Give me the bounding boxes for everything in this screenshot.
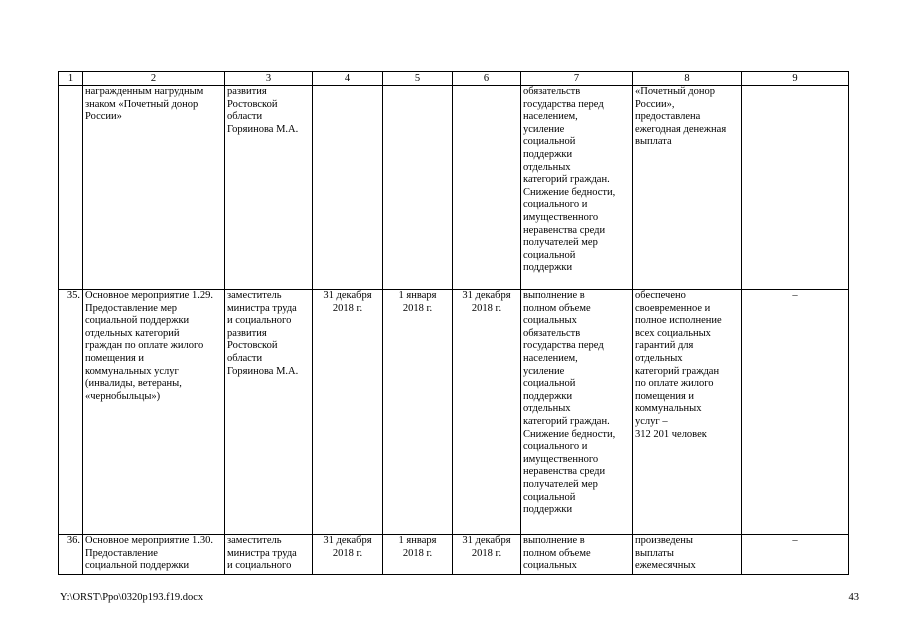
cell-text-line: усиление [523,365,565,377]
cell-text-line: социальных [523,560,577,572]
cell-text-line: по оплате жилого [635,378,714,390]
table-row [59,86,849,290]
cell-text-line: социальной [523,491,576,503]
cell-text-line: социального и [523,441,588,453]
cell-text-line: 2018 г. [471,302,502,314]
cell-text-line: категорий граждан. [523,174,610,186]
cell-text-line: социальной [523,249,576,261]
cell-text-line: 2018 г. [471,547,502,559]
cell-text-line: гарантий для [635,340,694,352]
cell-text-line: произведены [635,535,693,546]
cell-text-line: министра труда [227,547,297,559]
cell-text-line: 1 января [398,290,437,301]
cell-text-line: социальной [523,136,576,148]
cell-text-line: 31 декабря [462,290,511,301]
cell-text-line: Горяинова М.А. [227,123,299,135]
cell-text-line: усиление [523,123,565,135]
cell-text-line: выполнение в [523,290,585,301]
cell-text-line: Ростовской [227,340,278,352]
cell-text-line: социальных [523,315,577,327]
cell-text-line: Основное мероприятие 1.29. [85,290,213,301]
measure-name-cell [83,290,225,535]
cell-text-line: поддержки [523,148,573,160]
start-date-cell [383,86,453,290]
cell-text-line: населением, [523,352,578,364]
column-header: 2 [83,72,225,86]
start-date-cell [383,535,453,575]
cell-text-line: услуг – [635,415,668,427]
cell-text-line: государства перед [523,340,604,352]
column-header: 9 [742,72,849,86]
header-row [59,72,849,86]
cell-text-line: 2018 г. [402,302,433,314]
end-date-cell [453,86,521,290]
cell-text-line: социальной [523,378,576,390]
column-header: 1 [59,72,83,86]
cell-text-line: Горяинова М.А. [227,365,299,377]
cell-text-line: помещения и [85,352,145,364]
cell-text-line: 2018 г. [332,547,363,559]
column-header: 6 [453,72,521,86]
cell-text-line: отдельных [523,161,571,173]
cell-text-line: отдельных категорий [85,327,180,339]
actual-result-cell [633,86,742,290]
row-number-cell: 35. [59,290,83,535]
cell-text-line: выполнение в [523,535,585,546]
cell-text-line: России» [85,111,122,123]
cell-text-line: полное исполнение [635,315,722,327]
cell-text-line: Снижение бедности, [523,428,616,440]
planned-date-cell [313,86,383,290]
cell-text-line: ежегодная денежная [635,123,727,135]
planned-date-cell [313,290,383,535]
cell-text-line: категорий граждан [635,365,720,377]
cell-text-line: помещения и [635,390,695,402]
cell-text-line: 31 декабря [462,535,511,546]
cell-text-line: неравенства среди [523,224,606,236]
expected-result-cell [521,535,633,575]
cell-text-line: заместитель [227,290,282,301]
planned-date-cell [313,535,383,575]
cell-text-line: отдельных [635,352,683,364]
cell-text-line: России», [635,98,675,110]
cell-text-line: области [227,352,263,364]
footer-file-path: Y:\ORST\Ppo\0320p193.f19.docx [60,592,204,603]
cell-text-line: полном объеме [523,302,591,314]
measure-name-cell [83,535,225,575]
table-row [59,290,849,535]
expected-result-cell [521,290,633,535]
cell-text-line: 1 января [398,535,437,546]
cell-text-line: 31 декабря [323,290,372,301]
cell-text-line: заместитель [227,535,282,546]
cell-text-line: и социального [227,560,292,572]
cell-text-line: коммунальных [635,403,702,415]
cell-text-line: всех социальных [635,327,711,339]
column-header: 5 [383,72,453,86]
cell-text-line: получателей мер [523,478,598,490]
cell-text-line: 312 201 человек [635,428,707,440]
column-header: 3 [225,72,313,86]
footer-page-number: 43 [848,592,859,603]
cell-text-line: населением, [523,111,578,123]
cell-text-line: социального и [523,199,588,211]
cell-text-line: государства перед [523,98,604,110]
cell-text-line: развития [227,327,267,339]
actual-result-cell [633,535,742,575]
cell-text-line: «Почетный донор [635,86,715,97]
cell-text-line: награжденным нагрудным [85,86,204,97]
cell-text-line: «чернобыльцы») [85,390,161,402]
cell-text-line: Ростовской [227,98,278,110]
cell-text-line: полном объеме [523,547,591,559]
report-table [58,71,849,575]
cell-text-line: ежемесячных [635,560,696,572]
cell-text-line: обязательств [523,327,581,339]
cell-text-line: поддержки [523,262,573,274]
cell-text-line: предоставлена [635,111,701,123]
cell-text-line: своевременное и [635,302,711,314]
cell-text-line: социальной поддержки [85,315,190,327]
cell-text-line: имущественного [523,453,599,465]
cell-text-line: (инвалиды, ветераны, [85,378,182,390]
reason-cell: – [742,290,849,535]
responsible-cell [225,535,313,575]
column-header: 7 [521,72,633,86]
measure-name-cell [83,86,225,290]
cell-text-line: 31 декабря [323,535,372,546]
reason-cell [742,86,849,290]
cell-text-line: обязательств [523,86,581,97]
cell-text-line: выплата [635,136,672,148]
row-number-cell [59,86,83,290]
cell-text-line: коммунальных услуг [85,365,179,377]
actual-result-cell [633,290,742,535]
cell-text-line: области [227,111,263,123]
start-date-cell [383,290,453,535]
end-date-cell [453,535,521,575]
cell-text-line: категорий граждан. [523,415,610,427]
cell-text-line: получателей мер [523,237,598,249]
cell-text-line: поддержки [523,390,573,402]
cell-text-line: и социального [227,315,292,327]
cell-text-line: выплаты [635,547,674,559]
cell-text-line: министра труда [227,302,297,314]
cell-text-line: Основное мероприятие 1.30. [85,535,213,546]
cell-text-line: Снижение бедности, [523,186,616,198]
responsible-cell [225,86,313,290]
table-row [59,535,849,575]
cell-text-line: отдельных [523,403,571,415]
cell-text-line: 2018 г. [402,547,433,559]
cell-text-line: развития [227,86,267,97]
cell-text-line: знаком «Почетный донор [85,98,199,110]
column-header: 4 [313,72,383,86]
responsible-cell [225,290,313,535]
column-header: 8 [633,72,742,86]
cell-text-line: обеспечено [635,290,686,301]
cell-text-line: Предоставление мер [85,302,178,314]
end-date-cell [453,290,521,535]
cell-text-line: социальной поддержки [85,560,190,572]
cell-text-line: имущественного [523,211,599,223]
cell-text-line: 2018 г. [332,302,363,314]
cell-text-line: неравенства среди [523,466,606,478]
cell-text-line: поддержки [523,504,573,516]
expected-result-cell [521,86,633,290]
cell-text-line: Предоставление [85,547,158,559]
row-number-cell: 36. [59,535,83,575]
reason-cell: – [742,535,849,575]
cell-text-line: граждан по оплате жилого [85,340,204,352]
